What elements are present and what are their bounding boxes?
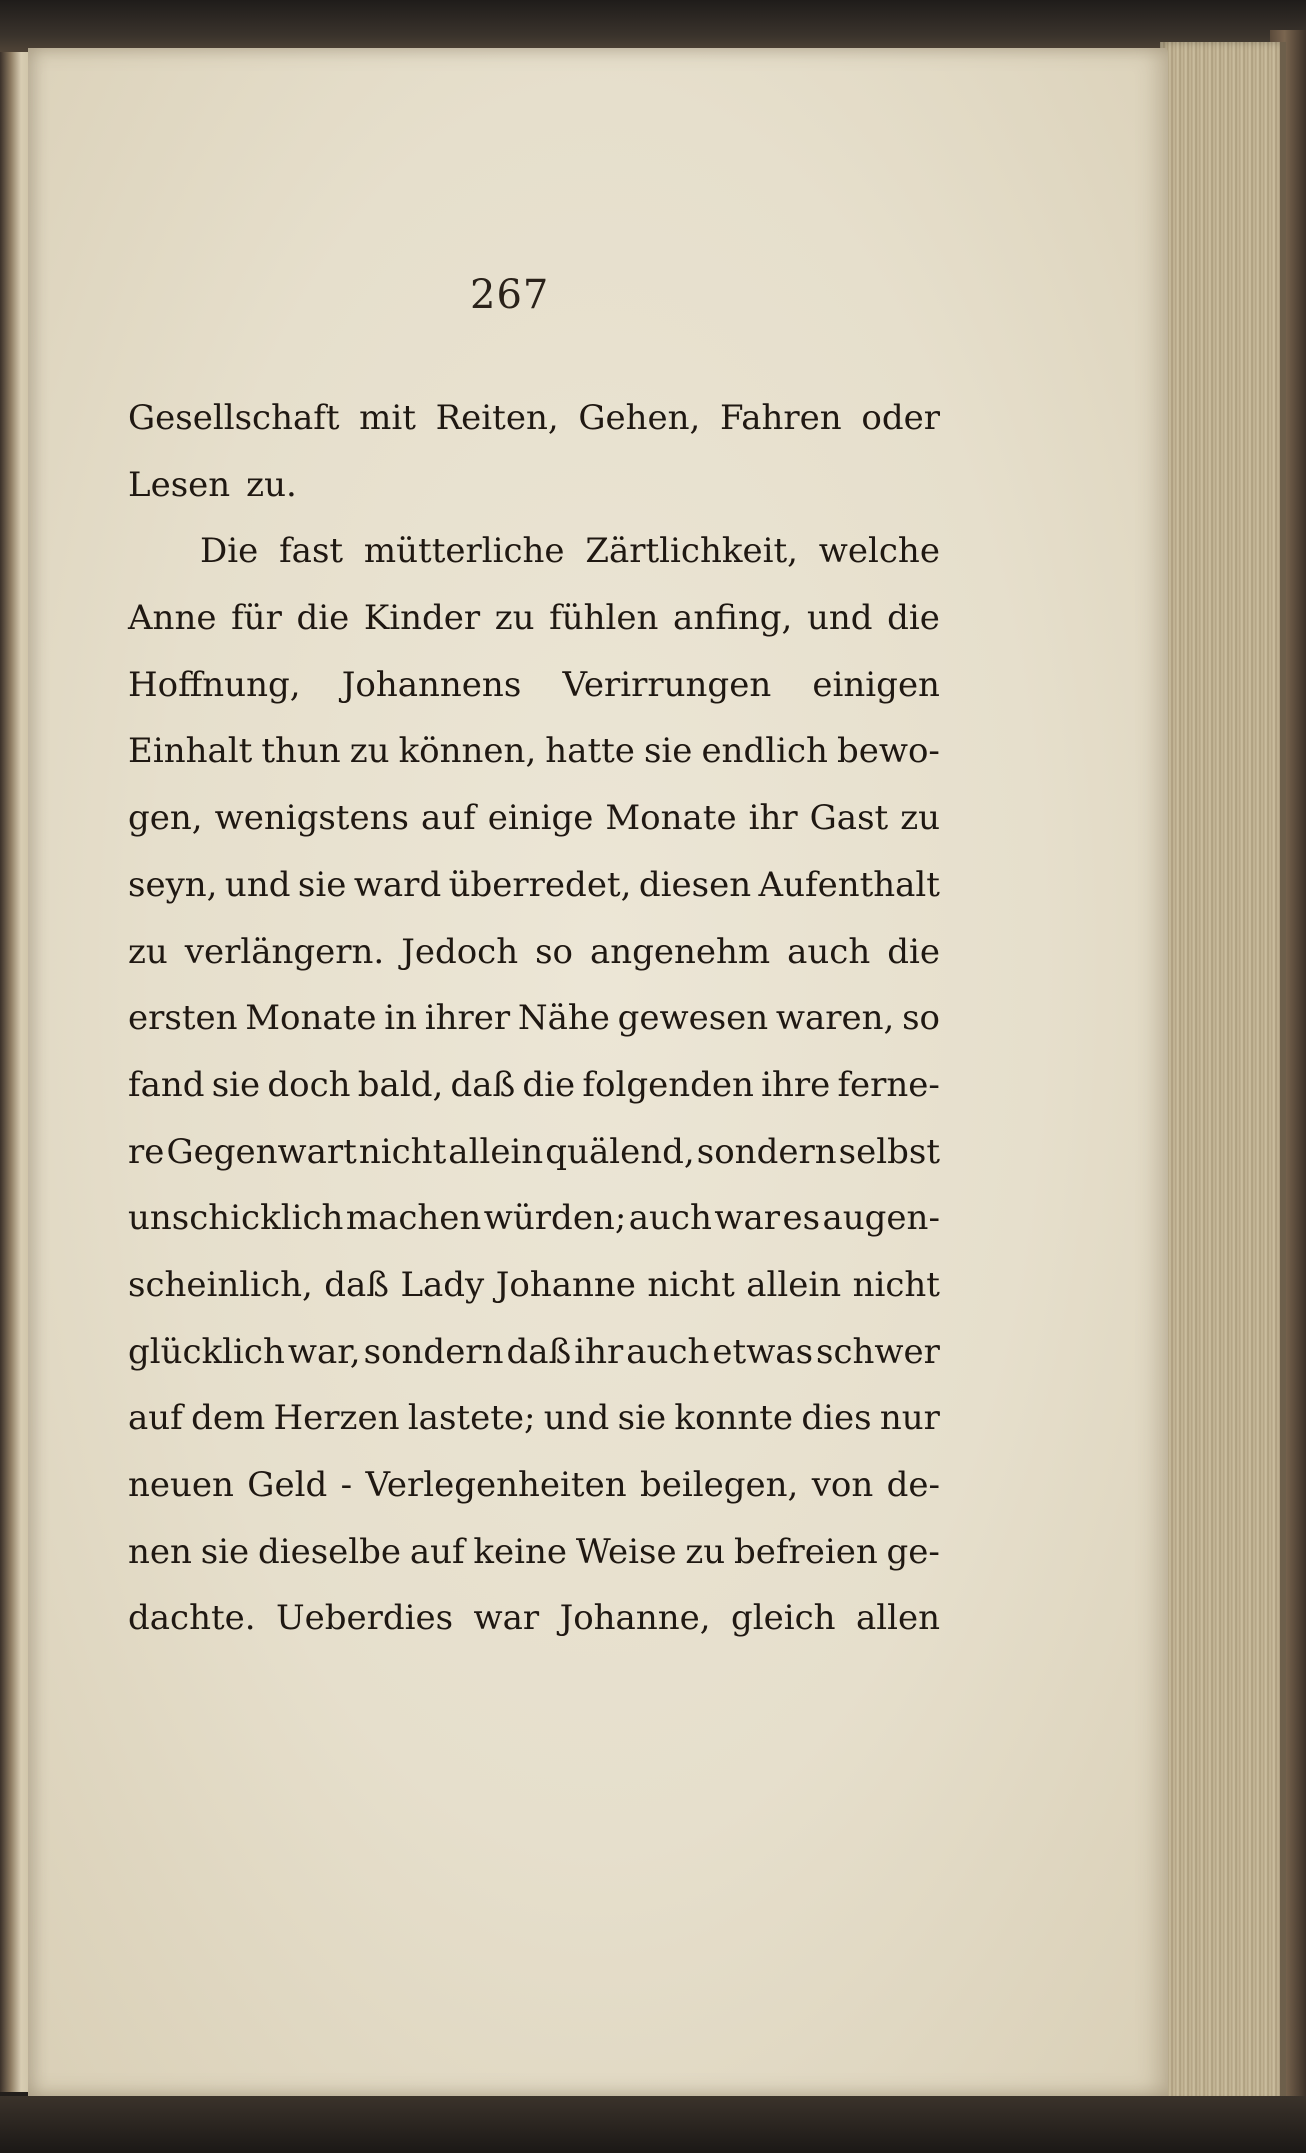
word: machen: [345, 1198, 482, 1239]
text-line: [128, 385, 940, 452]
text-line: [128, 1319, 940, 1386]
word: neuen: [128, 1465, 234, 1505]
word: verlängern.: [184, 931, 385, 972]
word: Lady: [400, 1264, 485, 1305]
word: nicht: [358, 1131, 447, 1172]
word: auf: [409, 1531, 465, 1572]
word: sie: [200, 1531, 250, 1572]
word: allein: [448, 1131, 544, 1172]
text-line: [128, 1585, 940, 1652]
word: fand: [128, 1064, 205, 1105]
word: dies: [801, 1398, 872, 1439]
word: Nähe: [517, 998, 610, 1039]
text-line: [128, 452, 940, 519]
word: Hoffnung,: [128, 664, 301, 705]
word: Fahren: [719, 398, 842, 438]
word: welche: [818, 531, 940, 572]
word: zu: [685, 1531, 726, 1572]
word: überredet,: [448, 864, 632, 905]
word: dieselbe: [257, 1531, 402, 1572]
word: angenehm: [589, 931, 771, 972]
word: glücklich: [128, 1331, 285, 1372]
word: wenigstens: [214, 798, 409, 839]
word: sie: [297, 864, 347, 905]
word: Einhalt: [128, 731, 253, 772]
word: ihrer: [424, 998, 511, 1039]
word: Zärtlichkeit,: [585, 531, 798, 572]
word: die: [296, 598, 350, 639]
text-line: [128, 1452, 940, 1519]
word: fast: [279, 531, 344, 572]
word: de-: [886, 1465, 940, 1505]
left-page-edge: [0, 52, 30, 2092]
word: daß: [324, 1264, 389, 1305]
word: einige: [487, 798, 594, 839]
word: die: [522, 1064, 576, 1105]
word: zu: [349, 731, 390, 772]
word: nicht: [852, 1264, 940, 1305]
text-line: [128, 585, 940, 652]
word: Jedoch: [401, 931, 519, 972]
text-line: [128, 785, 940, 852]
word: -: [340, 1465, 353, 1505]
word: in: [384, 998, 417, 1039]
word: gleich: [730, 1598, 836, 1639]
word: so: [535, 931, 573, 972]
word: von: [811, 1465, 874, 1505]
word: auch: [787, 931, 871, 972]
word: Verlegenheiten: [365, 1465, 627, 1505]
word: ferne-: [837, 1064, 940, 1105]
word: etwas: [712, 1331, 814, 1372]
word: daß: [506, 1331, 572, 1372]
word: zu: [128, 931, 168, 972]
word: oder: [861, 398, 940, 438]
word: Reiten,: [435, 398, 559, 438]
word: auch: [628, 1198, 712, 1239]
word: endlich: [701, 731, 828, 772]
word: Gegenwart: [166, 1131, 357, 1172]
word: würden;: [483, 1198, 627, 1239]
text-line: [128, 1052, 940, 1119]
word: lastete;: [407, 1398, 536, 1439]
word: allein: [746, 1264, 842, 1305]
word: augen-: [822, 1198, 940, 1239]
word: können,: [398, 731, 537, 772]
word: einigen: [812, 664, 940, 705]
word: war: [473, 1598, 540, 1639]
word: auf: [128, 1398, 183, 1439]
word: thun: [261, 731, 341, 772]
word: dem: [191, 1398, 266, 1439]
word: sie: [211, 1064, 261, 1105]
word: ihr: [574, 1331, 624, 1372]
word: war,: [287, 1331, 361, 1372]
word: selbst: [838, 1131, 940, 1172]
word: folgenden: [582, 1064, 754, 1105]
word: und: [806, 598, 873, 639]
word: Weise: [575, 1531, 677, 1572]
text-line: [128, 1252, 940, 1319]
word: auf: [420, 798, 476, 839]
word: Johannens: [341, 664, 522, 705]
word: hatte: [545, 731, 635, 772]
word: zu: [494, 598, 535, 639]
page-number: 267: [470, 272, 550, 318]
word: die: [887, 931, 940, 972]
word: Monate: [245, 998, 377, 1039]
word: Gehen,: [578, 398, 701, 438]
word: Johanne,: [559, 1598, 711, 1639]
text-line: [128, 1119, 940, 1186]
bottom-shadow: [0, 2096, 1306, 2153]
word: Johanne: [495, 1264, 636, 1305]
word: ersten: [128, 998, 238, 1039]
text-line: [128, 985, 940, 1052]
word: Ueberdies: [275, 1598, 454, 1639]
word: ward: [353, 864, 442, 905]
word: ihr: [748, 798, 798, 839]
word: Die: [200, 531, 259, 572]
word: nen: [128, 1531, 192, 1572]
text-line: [128, 1385, 940, 1452]
word: nicht: [647, 1264, 735, 1305]
word: Herzen: [273, 1398, 400, 1439]
text-line: [128, 919, 940, 986]
word: die: [887, 598, 940, 639]
word: Monate: [605, 798, 737, 839]
word: für: [231, 598, 282, 639]
word: diesen: [638, 864, 752, 905]
word: dachte.: [128, 1598, 256, 1639]
word: gewesen: [617, 998, 769, 1039]
text-line: [128, 718, 940, 785]
word: konnte: [674, 1398, 794, 1439]
word: sondern: [696, 1131, 837, 1172]
word: ge-: [886, 1531, 940, 1572]
word: Gast: [809, 798, 889, 839]
word: sie: [617, 1398, 667, 1439]
word: Lesen: [128, 464, 231, 505]
word: es: [782, 1198, 821, 1239]
word: allen: [855, 1598, 940, 1639]
word: auch: [626, 1331, 710, 1372]
word: zu.: [246, 464, 297, 505]
text-line: [128, 652, 940, 719]
word: beilegen,: [639, 1465, 799, 1505]
word: waren,: [775, 998, 895, 1039]
word: daß: [450, 1064, 516, 1105]
word: Aufenthalt: [758, 864, 940, 905]
text-line: [128, 1185, 940, 1252]
word: Verirrungen: [562, 664, 772, 705]
page-stack-edges: [1160, 42, 1286, 2102]
word: war: [714, 1198, 780, 1239]
word: unschicklich: [128, 1198, 344, 1239]
word: und: [543, 1398, 610, 1439]
word: befreien: [734, 1531, 878, 1572]
word: mütterliche: [363, 531, 565, 572]
word: fühlen: [549, 598, 659, 639]
word: quälend,: [545, 1131, 695, 1172]
text-line: [128, 852, 940, 919]
word: bald,: [357, 1064, 444, 1105]
word: re: [128, 1131, 165, 1172]
word: und: [224, 864, 291, 905]
word: schwer: [816, 1331, 940, 1372]
word: sie: [643, 731, 693, 772]
word: ihre: [761, 1064, 831, 1105]
word: Kinder: [363, 598, 481, 639]
text-line: [128, 518, 940, 585]
body-text: [128, 385, 940, 1652]
word: Anne: [128, 598, 217, 639]
word: anfing,: [673, 598, 793, 639]
word: doch: [267, 1064, 351, 1105]
text-line: [128, 1519, 940, 1586]
word: bewo-: [836, 731, 940, 772]
word: seyn,: [128, 864, 218, 905]
word: Geld: [247, 1465, 328, 1505]
word: nur: [879, 1398, 940, 1439]
word: scheinlich,: [128, 1264, 313, 1305]
word: so: [902, 998, 940, 1039]
word: gen,: [128, 798, 203, 839]
word: keine: [473, 1531, 568, 1572]
word: Gesellschaft: [128, 398, 340, 438]
word: zu: [900, 798, 940, 839]
word: sondern: [363, 1331, 504, 1372]
word: mit: [359, 398, 416, 438]
